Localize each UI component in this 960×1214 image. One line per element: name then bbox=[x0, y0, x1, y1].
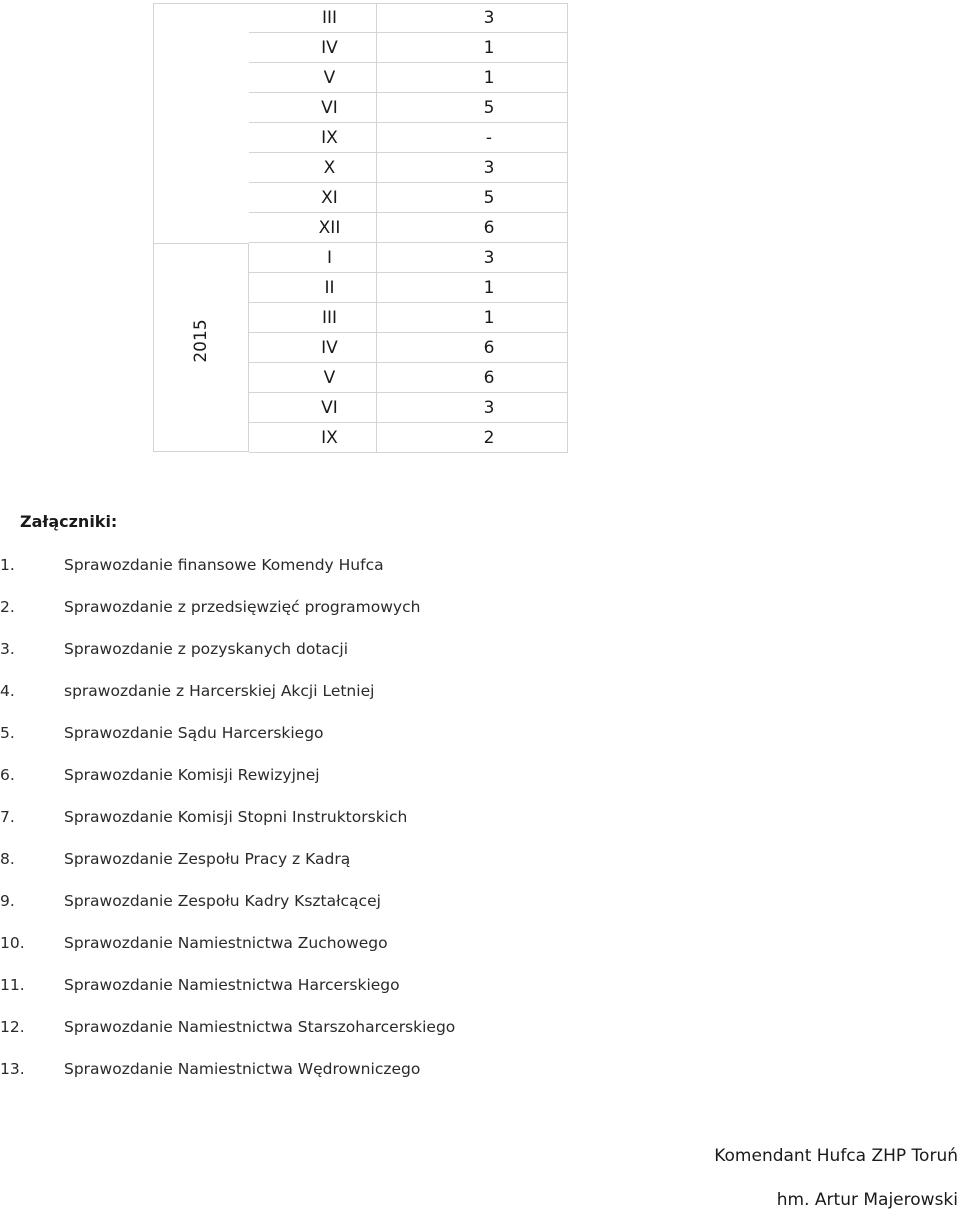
value-cell: 1 bbox=[377, 33, 568, 62]
value-cell: - bbox=[377, 123, 568, 152]
value-cell: 5 bbox=[377, 93, 568, 122]
statistics-table bbox=[153, 3, 568, 452]
list-item-number: 1. bbox=[0, 556, 15, 574]
table-row bbox=[249, 123, 568, 153]
list-item-number: 6. bbox=[0, 766, 15, 784]
list-item-number: 13. bbox=[0, 1060, 25, 1078]
list-item bbox=[0, 598, 455, 640]
table-row bbox=[249, 153, 568, 183]
list-item bbox=[0, 556, 455, 598]
list-item bbox=[0, 934, 455, 976]
list-item-text: Sprawozdanie z pozyskanych dotacji bbox=[64, 640, 349, 658]
list-item bbox=[0, 724, 455, 766]
list-item-text: Sprawozdanie Namiestnictwa Wędrowniczego bbox=[64, 1060, 421, 1078]
month-cell: I bbox=[249, 243, 377, 272]
list-item-text: sprawozdanie z Harcerskiej Akcji Letniej bbox=[64, 682, 375, 700]
list-item bbox=[0, 766, 455, 808]
value-cell: 3 bbox=[377, 153, 568, 182]
list-item-text: Sprawozdanie Zespołu Kadry Kształcącej bbox=[64, 892, 381, 910]
table-row bbox=[249, 33, 568, 63]
month-cell: IX bbox=[249, 423, 377, 452]
value-cell: 6 bbox=[377, 213, 568, 242]
attachments-title: Załączniki: bbox=[20, 512, 118, 531]
list-item-text: Sprawozdanie Komisji Stopni Instruktorskich bbox=[64, 808, 408, 826]
table-row bbox=[249, 93, 568, 123]
list-item-number: 3. bbox=[0, 640, 15, 658]
value-cell: 3 bbox=[377, 393, 568, 422]
table-row bbox=[249, 63, 568, 93]
table-row bbox=[249, 393, 568, 423]
list-item-number: 4. bbox=[0, 682, 15, 700]
table-row bbox=[249, 273, 568, 303]
year-label: 2015 bbox=[191, 319, 211, 363]
value-cell: 6 bbox=[377, 333, 568, 362]
month-cell: X bbox=[249, 153, 377, 182]
signature-role: Komendant Hufca ZHP Toruń bbox=[714, 1146, 958, 1166]
table-row bbox=[249, 333, 568, 363]
list-item-text: Sprawozdanie Komisji Rewizyjnej bbox=[64, 766, 320, 784]
table-row bbox=[249, 213, 568, 243]
value-cell: 2 bbox=[377, 423, 568, 452]
value-cell: 6 bbox=[377, 363, 568, 392]
list-item-number: 11. bbox=[0, 976, 25, 994]
month-cell: III bbox=[249, 4, 377, 32]
list-item-text: Sprawozdanie z przedsięwzięć programowych bbox=[64, 598, 421, 616]
list-item bbox=[0, 892, 455, 934]
value-cell: 1 bbox=[377, 303, 568, 332]
signature-name: hm. Artur Majerowski bbox=[776, 1190, 958, 1210]
list-item-number: 7. bbox=[0, 808, 15, 826]
month-cell: V bbox=[249, 63, 377, 92]
list-item bbox=[0, 808, 455, 850]
month-cell: XII bbox=[249, 213, 377, 242]
list-item-text: Sprawozdanie Namiestnictwa Harcerskiego bbox=[64, 976, 400, 994]
list-item-number: 12. bbox=[0, 1018, 25, 1036]
list-item-number: 5. bbox=[0, 724, 15, 742]
list-item bbox=[0, 850, 455, 892]
month-cell: XI bbox=[249, 183, 377, 212]
list-item bbox=[0, 976, 455, 1018]
month-cell: IX bbox=[249, 123, 377, 152]
month-cell: V bbox=[249, 363, 377, 392]
list-item-text: Sprawozdanie Namiestnictwa Zuchowego bbox=[64, 934, 388, 952]
list-item-number: 9. bbox=[0, 892, 15, 910]
table-row bbox=[249, 183, 568, 213]
list-item bbox=[0, 640, 455, 682]
list-item bbox=[0, 1018, 455, 1060]
list-item-text: Sprawozdanie Sądu Harcerskiego bbox=[64, 724, 324, 742]
list-item bbox=[0, 1060, 455, 1102]
table-rows bbox=[249, 3, 568, 453]
table-row bbox=[249, 363, 568, 393]
list-item bbox=[0, 682, 455, 724]
value-cell: 1 bbox=[377, 63, 568, 92]
value-cell: 3 bbox=[377, 243, 568, 272]
month-cell: III bbox=[249, 303, 377, 332]
value-cell: 1 bbox=[377, 273, 568, 302]
list-item-number: 2. bbox=[0, 598, 15, 616]
table-row bbox=[249, 243, 568, 273]
list-item-text: Sprawozdanie Zespołu Pracy z Kadrą bbox=[64, 850, 351, 868]
attachments-list bbox=[0, 556, 455, 1102]
month-cell: II bbox=[249, 273, 377, 302]
month-cell: IV bbox=[249, 333, 377, 362]
month-cell: VI bbox=[249, 393, 377, 422]
list-item-number: 8. bbox=[0, 850, 15, 868]
month-cell: IV bbox=[249, 33, 377, 62]
value-cell: 3 bbox=[377, 4, 568, 32]
month-cell: VI bbox=[249, 93, 377, 122]
table-row bbox=[249, 3, 568, 33]
table-row bbox=[249, 303, 568, 333]
list-item-text: Sprawozdanie Namiestnictwa Starszoharcerskiego bbox=[64, 1018, 456, 1036]
table-row bbox=[249, 423, 568, 453]
value-cell: 5 bbox=[377, 183, 568, 212]
list-item-number: 10. bbox=[0, 934, 25, 952]
list-item-text: Sprawozdanie finansowe Komendy Hufca bbox=[64, 556, 384, 574]
year-cell-top bbox=[153, 3, 249, 243]
